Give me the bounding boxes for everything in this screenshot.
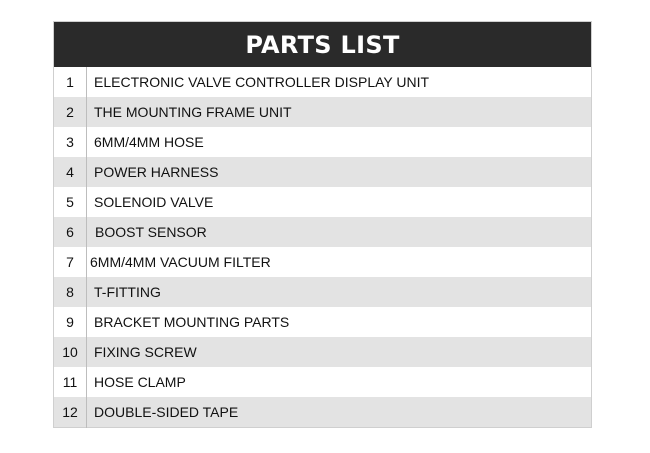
row-number: 8 <box>54 277 87 307</box>
part-name: FIXING SCREW <box>87 337 592 367</box>
table-row <box>54 397 592 428</box>
row-number: 6 <box>54 217 87 247</box>
table-row <box>54 247 592 277</box>
row-number: 5 <box>54 187 87 217</box>
part-name: T-FITTING <box>87 277 592 307</box>
part-name: 6MM/4MM VACUUM FILTER <box>87 247 592 277</box>
part-name: BOOST SENSOR <box>87 217 592 247</box>
row-number: 7 <box>54 247 87 277</box>
table-row <box>54 187 592 217</box>
part-name: ELECTRONIC VALVE CONTROLLER DISPLAY UNIT <box>87 67 592 97</box>
table-row <box>54 307 592 337</box>
row-number: 9 <box>54 307 87 337</box>
row-number: 3 <box>54 127 87 157</box>
table-row <box>54 217 592 247</box>
part-name: SOLENOID VALVE <box>87 187 592 217</box>
part-name: BRACKET MOUNTING PARTS <box>87 307 592 337</box>
table-header-row <box>54 22 592 68</box>
table-row <box>54 97 592 127</box>
table-row <box>54 157 592 187</box>
table-row <box>54 67 592 97</box>
part-name: HOSE CLAMP <box>87 367 592 397</box>
parts-list-table <box>53 21 592 428</box>
table-row <box>54 127 592 157</box>
table-row <box>54 277 592 307</box>
row-number: 1 <box>54 67 87 97</box>
table-row <box>54 367 592 397</box>
row-number: 2 <box>54 97 87 127</box>
row-number: 10 <box>54 337 87 367</box>
part-name: THE MOUNTING FRAME UNIT <box>87 97 592 127</box>
table-row <box>54 337 592 367</box>
row-number: 11 <box>54 367 87 397</box>
row-number: 4 <box>54 157 87 187</box>
part-name: 6MM/4MM HOSE <box>87 127 592 157</box>
part-name: POWER HARNESS <box>87 157 592 187</box>
row-number: 12 <box>54 397 87 428</box>
table-title: PARTS LIST <box>54 22 592 68</box>
part-name: DOUBLE-SIDED TAPE <box>87 397 592 428</box>
